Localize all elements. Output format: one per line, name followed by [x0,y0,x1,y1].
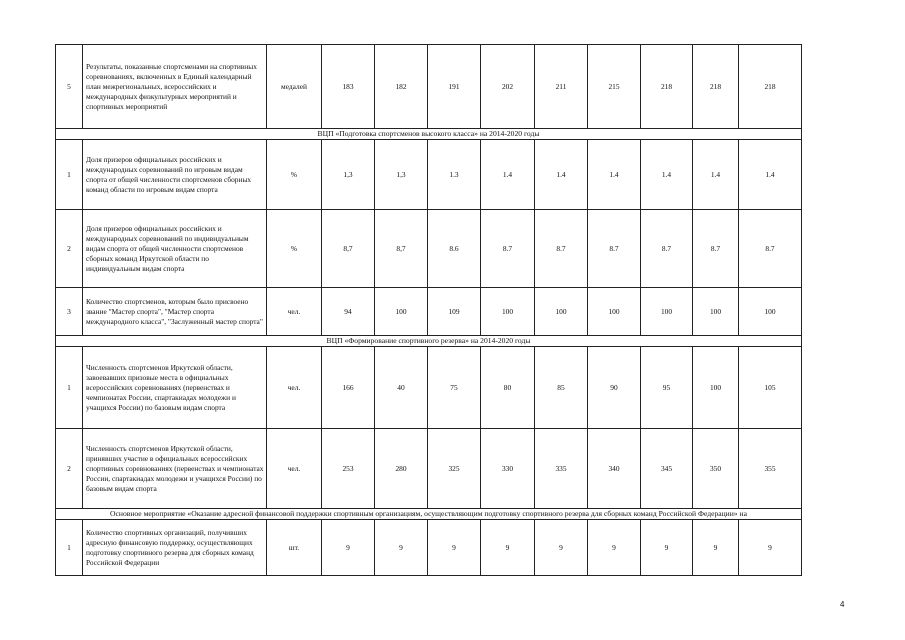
value-cell: 100 [693,288,739,336]
value-cell: 8.7 [641,210,693,288]
value-cell: 100 [535,288,588,336]
indicator-description: Количество спортсменов, которым было присвоено звание "Мастер спорта", "Мастер спорта международного класса", "Заслуженный мастер спорта" [83,288,267,336]
indicator-description: Численность спортсменов Иркутской области, принявших участие в официальных всероссийских спортивных соревнованиях (первенствах и чемпионатах России, спартакиадах молодежи и учащихся России) по базовым видам спорта [83,429,267,509]
unit-cell: чел. [267,288,322,336]
value-cell: 105 [739,347,802,429]
indicators-table [55,44,802,576]
value-cell: 40 [375,347,428,429]
value-cell: 183 [322,45,375,129]
value-cell: 8,7 [375,210,428,288]
unit-cell: медалей [267,45,322,129]
unit-cell: % [267,140,322,210]
table-row [56,429,802,509]
value-cell: 8,7 [322,210,375,288]
row-number: 1 [56,140,83,210]
value-cell: 211 [535,45,588,129]
value-cell: 350 [693,429,739,509]
value-cell: 202 [481,45,535,129]
value-cell: 218 [641,45,693,129]
value-cell: 215 [588,45,641,129]
value-cell: 94 [322,288,375,336]
value-cell: 100 [481,288,535,336]
table-row [56,210,802,288]
section-row [56,509,802,520]
value-cell: 9 [588,520,641,576]
value-cell: 253 [322,429,375,509]
value-cell: 9 [428,520,481,576]
section-row [56,129,802,140]
value-cell: 8.7 [693,210,739,288]
unit-cell: чел. [267,429,322,509]
value-cell: 335 [535,429,588,509]
unit-cell: % [267,210,322,288]
value-cell: 1,3 [322,140,375,210]
value-cell: 90 [588,347,641,429]
value-cell: 355 [739,429,802,509]
value-cell: 9 [481,520,535,576]
value-cell: 100 [375,288,428,336]
value-cell: 1,3 [375,140,428,210]
value-cell: 8.7 [588,210,641,288]
value-cell: 1.4 [481,140,535,210]
value-cell: 1.4 [588,140,641,210]
value-cell: 325 [428,429,481,509]
value-cell: 191 [428,45,481,129]
value-cell: 1.4 [739,140,802,210]
indicator-description: Количество спортивных организаций, получивших адресную финансовую поддержку, осуществляющих подготовку спортивного резерва для сборных команд Российской Федерации [83,520,267,576]
value-cell: 9 [535,520,588,576]
row-number: 1 [56,347,83,429]
value-cell: 9 [641,520,693,576]
indicator-description: Результаты, показанные спортсменами на спортивных соревнованиях, включенных в Единый календарный план межрегиональных, всероссийских и международных физкультурных мероприятий и спортивных мероприятий [83,45,267,129]
value-cell: 345 [641,429,693,509]
value-cell: 9 [739,520,802,576]
value-cell: 1.4 [641,140,693,210]
row-number: 3 [56,288,83,336]
unit-cell: шт. [267,520,322,576]
value-cell: 8.6 [428,210,481,288]
unit-cell: чел. [267,347,322,429]
value-cell: 9 [693,520,739,576]
value-cell: 1.4 [535,140,588,210]
value-cell: 218 [693,45,739,129]
value-cell: 9 [375,520,428,576]
row-number: 1 [56,520,83,576]
row-number: 5 [56,45,83,129]
section-title: Основное мероприятие «Оказание адресной финансовой поддержки спортивным организациям, осуществляющим подготовку спортивного резерва для сборных команд Российской Федерации» на [56,509,802,520]
indicator-description: Доля призеров официальных российских и международных соревнований по игровым видам спорта от общей численности спортсменов сборных команд области по игровым видам спорта [83,140,267,210]
value-cell: 95 [641,347,693,429]
value-cell: 182 [375,45,428,129]
indicator-description: Численность спортсменов Иркутской области, завоевавших призовые места в официальных всероссийских соревнованиях (первенствах и чемпионатах России, спартакиадах молодежи и учащихся России) по базовым видам спорта [83,347,267,429]
value-cell: 9 [322,520,375,576]
indicator-description: Доля призеров официальных российских и международных соревнований по индивидуальным видам спорта от общей численности спортсменов сборных команд Иркутской области по индивидуальным видам спорта [83,210,267,288]
value-cell: 166 [322,347,375,429]
value-cell: 1.4 [693,140,739,210]
value-cell: 280 [375,429,428,509]
table-row [56,347,802,429]
value-cell: 100 [693,347,739,429]
value-cell: 340 [588,429,641,509]
value-cell: 75 [428,347,481,429]
value-cell: 218 [739,45,802,129]
value-cell: 100 [588,288,641,336]
section-title: ВЦП «Подготовка спортсменов высокого класса» на 2014-2020 годы [56,129,802,140]
row-number: 2 [56,429,83,509]
value-cell: 100 [739,288,802,336]
section-title: ВЦП «Формирование спортивного резерва» на 2014-2020 годы [56,336,802,347]
table-row [56,520,802,576]
value-cell: 100 [641,288,693,336]
value-cell: 85 [535,347,588,429]
section-row [56,336,802,347]
value-cell: 8.7 [481,210,535,288]
value-cell: 8.7 [535,210,588,288]
value-cell: 1.3 [428,140,481,210]
table-row [56,288,802,336]
value-cell: 109 [428,288,481,336]
table-row [56,45,802,129]
value-cell: 8.7 [739,210,802,288]
value-cell: 80 [481,347,535,429]
row-number: 2 [56,210,83,288]
table-row [56,140,802,210]
value-cell: 330 [481,429,535,509]
page-number: 4 [840,600,845,609]
